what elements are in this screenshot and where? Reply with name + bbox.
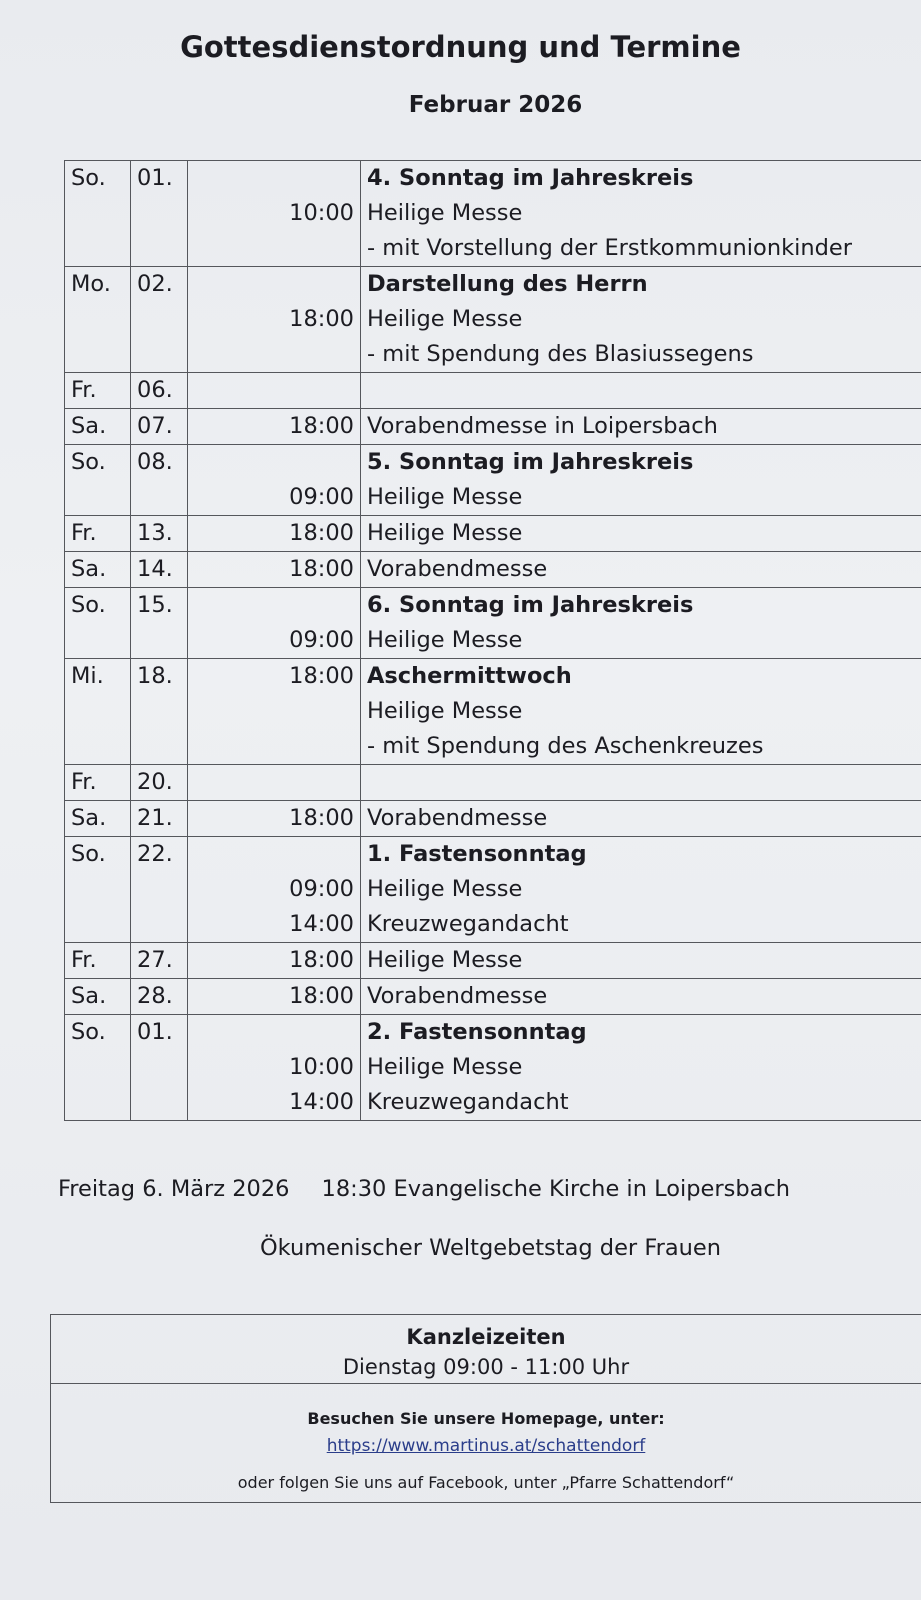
office-hours-title: Kanzleizeiten [406,1325,566,1349]
homepage-link-wrap [51,1436,921,1456]
schedule-date: 01. [131,161,188,267]
event-text: - mit Vorstellung der Erstkommunionkinder [367,235,853,261]
schedule-row [65,161,921,267]
schedule-times [188,552,361,588]
event-time [194,337,354,372]
event-text: Heilige Messe [367,627,523,653]
event-time: 18:00 [289,983,354,1009]
event-text: Vorabendmesse [367,983,548,1009]
schedule-day: Sa. [65,409,131,445]
box-divider [51,1383,921,1384]
schedule-row [65,516,921,552]
event-time [194,267,354,302]
schedule-events [361,588,921,659]
schedule-date: 06. [131,373,188,409]
schedule-row [65,1015,921,1121]
schedule-date: 22. [131,837,188,943]
info-box [50,1314,921,1503]
special-event-date: Freitag 6. März 2026 [58,1176,290,1202]
event-time [194,729,354,764]
schedule-times [188,659,361,765]
schedule-day: Fr. [65,943,131,979]
schedule-date: 15. [131,588,188,659]
schedule-events [361,552,921,588]
event-text: Kreuzwegandacht [367,911,569,937]
schedule-row [65,765,921,801]
event-text: Heilige Messe [367,306,523,332]
schedule-day: Sa. [65,801,131,837]
schedule-day: Sa. [65,552,131,588]
event-time: 14:00 [289,1089,354,1115]
schedule-day: So. [65,588,131,659]
schedule-date: 13. [131,516,188,552]
schedule-times [188,765,361,801]
schedule-events [361,659,921,765]
schedule-events [361,801,921,837]
event-time [194,231,354,266]
schedule-day: Mo. [65,267,131,373]
schedule-times [188,979,361,1015]
schedule-table [64,160,921,1121]
event-time: 10:00 [289,1054,354,1080]
event-time [194,694,354,729]
event-text: Vorabendmesse [367,556,548,582]
schedule-day: So. [65,161,131,267]
schedule-times [188,516,361,552]
schedule-events [361,837,921,943]
schedule-date: 14. [131,552,188,588]
schedule-day: Fr. [65,765,131,801]
schedule-date: 21. [131,801,188,837]
event-time: 14:00 [289,911,354,937]
schedule-times [188,161,361,267]
page-title: Gottesdienstordnung und Termine [180,30,741,64]
schedule-events [361,373,921,409]
schedule-date: 20. [131,765,188,801]
event-text: Heilige Messe [367,947,523,973]
event-time [194,1015,354,1050]
event-time: 18:00 [289,663,354,689]
schedule-date: 18. [131,659,188,765]
schedule-row [65,659,921,765]
event-heading: 6. Sonntag im Jahreskreis [367,592,694,618]
event-heading: 4. Sonntag im Jahreskreis [367,165,694,191]
page-subtitle: Februar 2026 [408,92,583,118]
schedule-times [188,801,361,837]
event-time: 18:00 [289,413,354,439]
event-text: Heilige Messe [367,484,523,510]
event-text: Heilige Messe [367,698,523,724]
schedule-events [361,409,921,445]
schedule-row [65,801,921,837]
event-time: 09:00 [289,627,354,653]
schedule-times [188,409,361,445]
event-time [194,588,354,623]
event-heading: 5. Sonntag im Jahreskreis [367,449,694,475]
schedule-row [65,373,921,409]
event-text: Kreuzwegandacht [367,1089,569,1115]
schedule-times [188,445,361,516]
event-heading: Darstellung des Herrn [367,271,648,297]
event-heading: 2. Fastensonntag [367,1019,587,1045]
schedule-day: Mi. [65,659,131,765]
schedule-events [361,765,921,801]
event-time: 10:00 [289,200,354,226]
event-time: 18:00 [289,947,354,973]
event-time [194,161,354,196]
schedule-date: 07. [131,409,188,445]
schedule-row [65,409,921,445]
homepage-link[interactable]: https://www.martinus.at/schattendorf [326,1436,646,1456]
event-time: 18:00 [289,306,354,332]
schedule-times [188,373,361,409]
event-time: 18:00 [289,520,354,546]
event-time: 09:00 [289,484,354,510]
schedule-row [65,445,921,516]
schedule-day: So. [65,1015,131,1121]
event-text: - mit Spendung des Aschenkreuzes [367,733,764,759]
schedule-day: Sa. [65,979,131,1015]
schedule-times [188,943,361,979]
event-time [194,445,354,480]
event-text: Heilige Messe [367,1054,523,1080]
event-heading: 1. Fastensonntag [367,841,587,867]
schedule-events [361,161,921,267]
schedule-day: Fr. [65,373,131,409]
event-text: Heilige Messe [367,876,523,902]
schedule-times [188,267,361,373]
event-text: Vorabendmesse in Loipersbach [367,413,718,439]
schedule-day: Fr. [65,516,131,552]
schedule-events [361,1015,921,1121]
event-text: Heilige Messe [367,200,523,226]
event-time: 18:00 [289,556,354,582]
schedule-row [65,979,921,1015]
facebook-text: oder folgen Sie uns auf Facebook, unter „Pfarre Schattendorf“ [237,1473,735,1492]
schedule-row [65,837,921,943]
schedule-date: 01. [131,1015,188,1121]
special-event-line [58,1176,790,1202]
event-text: Heilige Messe [367,520,523,546]
event-time: 09:00 [289,876,354,902]
event-text: - mit Spendung des Blasiussegens [367,341,754,367]
schedule-day: So. [65,837,131,943]
homepage-prompt: Besuchen Sie unsere Homepage, unter: [307,1409,665,1428]
schedule-date: 08. [131,445,188,516]
schedule-times [188,1015,361,1121]
event-heading: Aschermittwoch [367,663,572,689]
event-text: Vorabendmesse [367,805,548,831]
schedule-row [65,943,921,979]
schedule-times [188,837,361,943]
event-text [367,765,915,800]
special-event-detail: 18:30 Evangelische Kirche in Loipersbach [321,1176,791,1202]
event-time [194,373,354,408]
schedule-date: 27. [131,943,188,979]
schedule-row [65,552,921,588]
schedule-body [65,161,921,1121]
event-time: 18:00 [289,805,354,831]
schedule-times [188,588,361,659]
schedule-date: 02. [131,267,188,373]
event-text [367,373,915,408]
special-event-title: Ökumenischer Weltgebetstag der Frauen [259,1235,722,1261]
office-hours-text: Dienstag 09:00 - 11:00 Uhr [342,1355,630,1379]
schedule-date: 28. [131,979,188,1015]
event-time [194,837,354,872]
schedule-events [361,516,921,552]
schedule-day: So. [65,445,131,516]
schedule-events [361,979,921,1015]
schedule-row [65,588,921,659]
schedule-events [361,445,921,516]
event-time [194,765,354,800]
schedule-events [361,943,921,979]
schedule-row [65,267,921,373]
schedule-events [361,267,921,373]
